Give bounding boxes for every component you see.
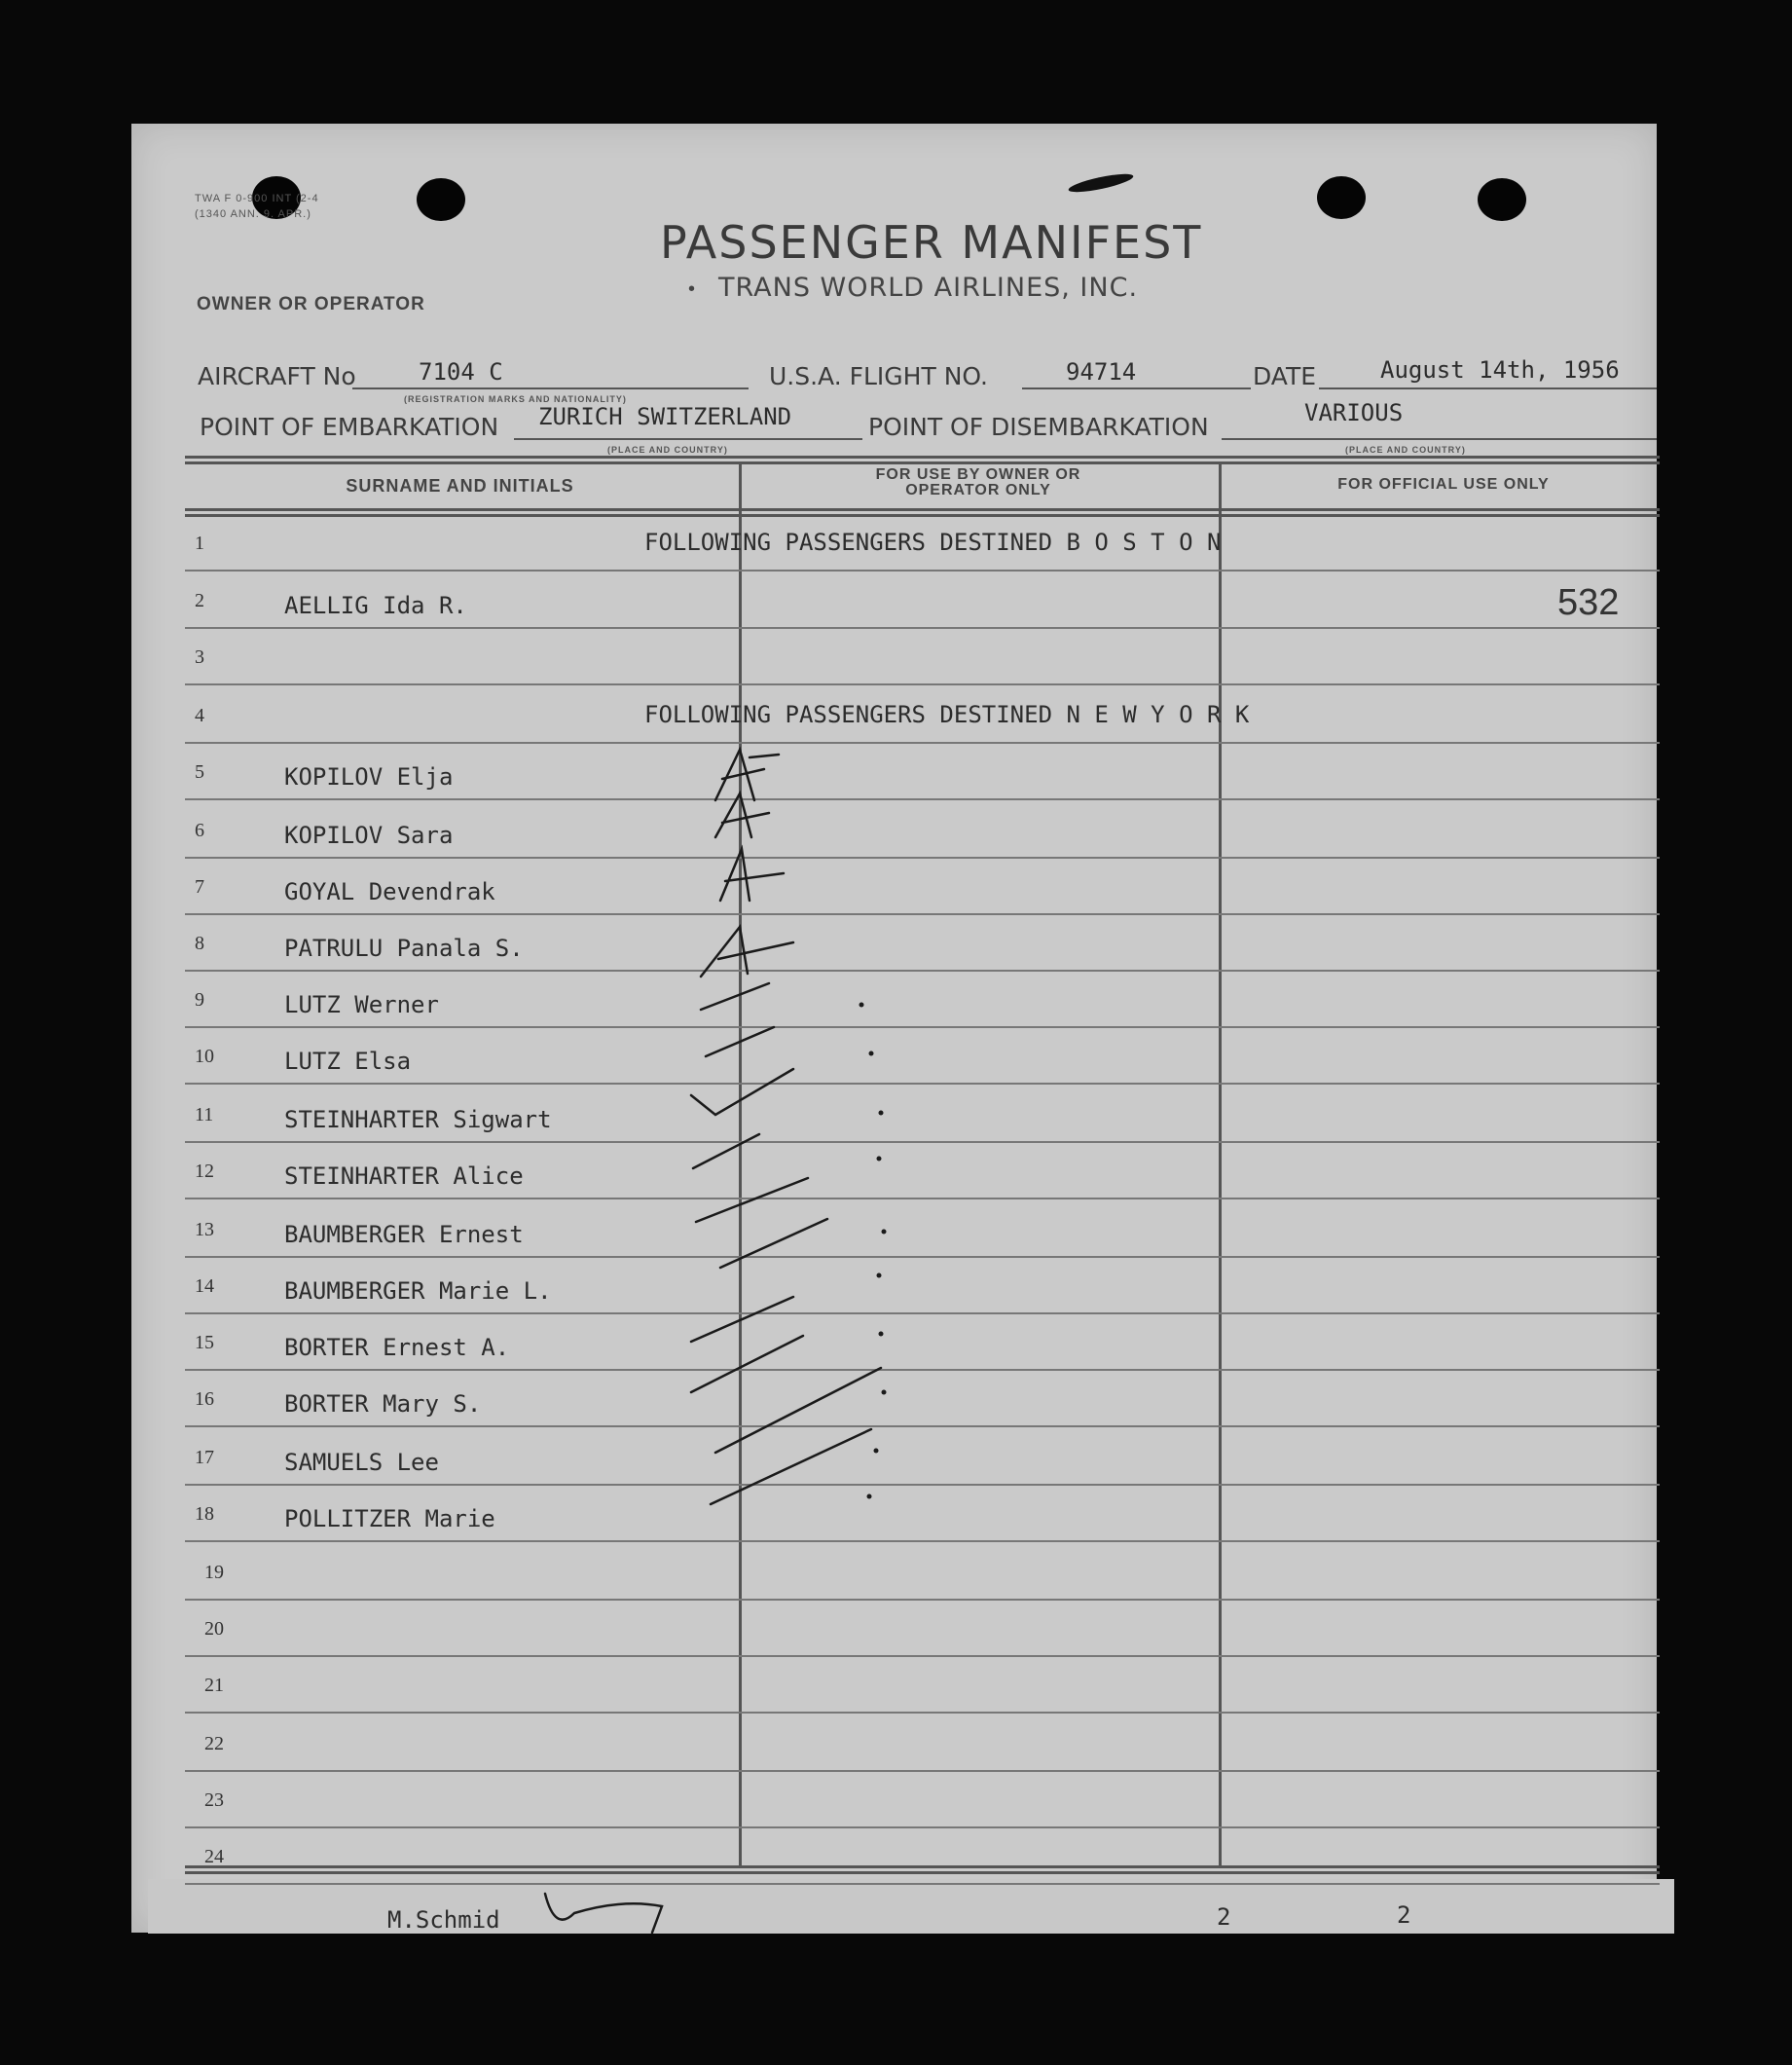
page-title: PASSENGER MANIFEST xyxy=(660,216,1203,269)
passenger-name: LUTZ Elsa xyxy=(284,1048,412,1075)
embarkation-note: (PLACE AND COUNTRY) xyxy=(607,445,728,455)
passenger-name: BAUMBERGER Ernest xyxy=(284,1221,524,1248)
handwritten-a-mark xyxy=(701,927,793,977)
pencil-dot xyxy=(867,1494,872,1499)
passenger-name: GOYAL Devendrak xyxy=(284,878,495,905)
passenger-name: AELLIG Ida R. xyxy=(284,592,467,619)
row-number: 11 xyxy=(195,1104,214,1125)
passenger-name: STEINHARTER Sigwart xyxy=(284,1106,552,1133)
row-number: 12 xyxy=(195,1161,214,1182)
aircraft-label: AIRCRAFT No xyxy=(198,362,356,390)
embarkation-value: ZURICH SWITZERLAND xyxy=(538,403,792,430)
pencil-dot xyxy=(882,1230,887,1235)
pencil-dot xyxy=(869,1051,874,1056)
passenger-name: POLLITZER Marie xyxy=(284,1505,495,1532)
column-header-surname: SURNAME AND INITIALS xyxy=(346,476,574,496)
airline-name: TRANS WORLD AIRLINES, INC. xyxy=(718,273,1139,303)
handwritten-a-mark xyxy=(715,750,779,800)
passenger-name: LUTZ Werner xyxy=(284,991,439,1018)
handwritten-check-mark xyxy=(715,1368,881,1453)
row-number: 9 xyxy=(195,989,204,1011)
handwritten-check-mark xyxy=(711,1429,871,1504)
passenger-name: BORTER Ernest A. xyxy=(284,1334,510,1361)
row-number: 10 xyxy=(195,1046,214,1067)
handwritten-a-mark xyxy=(720,849,784,901)
row-number: 17 xyxy=(195,1447,214,1468)
handwritten-check-mark xyxy=(691,1336,803,1392)
date-label: DATE xyxy=(1253,362,1317,390)
handwritten-check-mark xyxy=(693,1134,759,1168)
handwritten-check-mark xyxy=(691,1069,793,1115)
pencil-dot xyxy=(877,1157,882,1162)
row-number: 24 xyxy=(204,1846,224,1867)
destination-note: FOLLOWING PASSENGERS DESTINED B O S T O N xyxy=(644,529,1222,556)
owner-operator-label: OWNER OR OPERATOR xyxy=(197,294,425,314)
row-number: 6 xyxy=(195,820,204,841)
passenger-name: BORTER Mary S. xyxy=(284,1390,482,1418)
flight-label: U.S.A. FLIGHT NO. xyxy=(769,362,988,390)
disembarkation-label: POINT OF DISEMBARKATION xyxy=(868,413,1209,441)
pencil-dot xyxy=(882,1390,887,1395)
pencil-dot xyxy=(877,1273,882,1278)
row-number: 15 xyxy=(195,1332,214,1353)
flight-value: 94714 xyxy=(1066,358,1137,386)
row-number: 13 xyxy=(195,1219,214,1240)
row-number: 14 xyxy=(195,1275,214,1297)
column-header-official-use: FOR OFFICIAL USE ONLY xyxy=(1337,476,1550,493)
official-use-entry: 532 xyxy=(1557,582,1620,623)
aircraft-note: (REGISTRATION MARKS AND NATIONALITY) xyxy=(404,394,627,404)
row-number: 22 xyxy=(204,1733,224,1754)
page-total: 2 xyxy=(1397,1901,1411,1929)
signature-scrawl xyxy=(545,1894,662,1933)
form-code-line-1: TWA F 0-900 INT (2-4 xyxy=(195,193,319,204)
row-number: 21 xyxy=(204,1675,224,1696)
passenger-name: STEINHARTER Alice xyxy=(284,1162,524,1190)
date-value: August 14th, 1956 xyxy=(1380,356,1620,384)
passenger-name: KOPILOV Elja xyxy=(284,763,454,791)
pencil-dot xyxy=(859,1003,864,1008)
aircraft-value: 7104 C xyxy=(419,358,503,386)
row-number: 7 xyxy=(195,876,204,898)
bullet-dot: • xyxy=(688,278,696,300)
column-header-owner-use: FOR USE BY OWNER OR OPERATOR ONLY xyxy=(875,466,1081,498)
disembarkation-note: (PLACE AND COUNTRY) xyxy=(1345,445,1466,455)
handwritten-check-mark xyxy=(691,1297,793,1342)
handwritten-check-mark xyxy=(720,1219,827,1268)
row-number: 4 xyxy=(195,705,204,726)
handwritten-check-mark xyxy=(696,1178,808,1222)
passenger-name: BAUMBERGER Marie L. xyxy=(284,1277,552,1305)
row-number: 16 xyxy=(195,1388,214,1410)
pencil-dot xyxy=(874,1449,879,1454)
passenger-name: SAMUELS Lee xyxy=(284,1449,439,1476)
passenger-name: PATRULU Panala S. xyxy=(284,935,524,962)
pencil-dot xyxy=(879,1111,884,1116)
row-number: 18 xyxy=(195,1503,214,1525)
prepared-by-name: M.Schmid xyxy=(387,1906,500,1934)
row-number: 2 xyxy=(195,590,204,611)
row-number: 20 xyxy=(204,1618,224,1640)
handwritten-check-mark xyxy=(701,983,769,1010)
disembarkation-value: VARIOUS xyxy=(1304,399,1404,426)
embarkation-label: POINT OF EMBARKATION xyxy=(200,413,499,441)
row-number: 5 xyxy=(195,761,204,783)
row-number: 1 xyxy=(195,533,204,554)
handwritten-check-mark xyxy=(706,1027,774,1056)
row-number: 8 xyxy=(195,933,204,954)
passenger-name: KOPILOV Sara xyxy=(284,822,454,849)
row-number: 23 xyxy=(204,1789,224,1811)
page-number: 2 xyxy=(1217,1903,1231,1931)
handwritten-a-mark xyxy=(715,793,769,837)
row-number: 19 xyxy=(204,1562,224,1583)
form-code-line-2: (1340 ANN. 9. APR.) xyxy=(195,208,311,220)
row-number: 3 xyxy=(195,646,204,668)
destination-note: FOLLOWING PASSENGERS DESTINED N E W Y O R K xyxy=(644,701,1250,728)
pencil-dot xyxy=(879,1332,884,1337)
